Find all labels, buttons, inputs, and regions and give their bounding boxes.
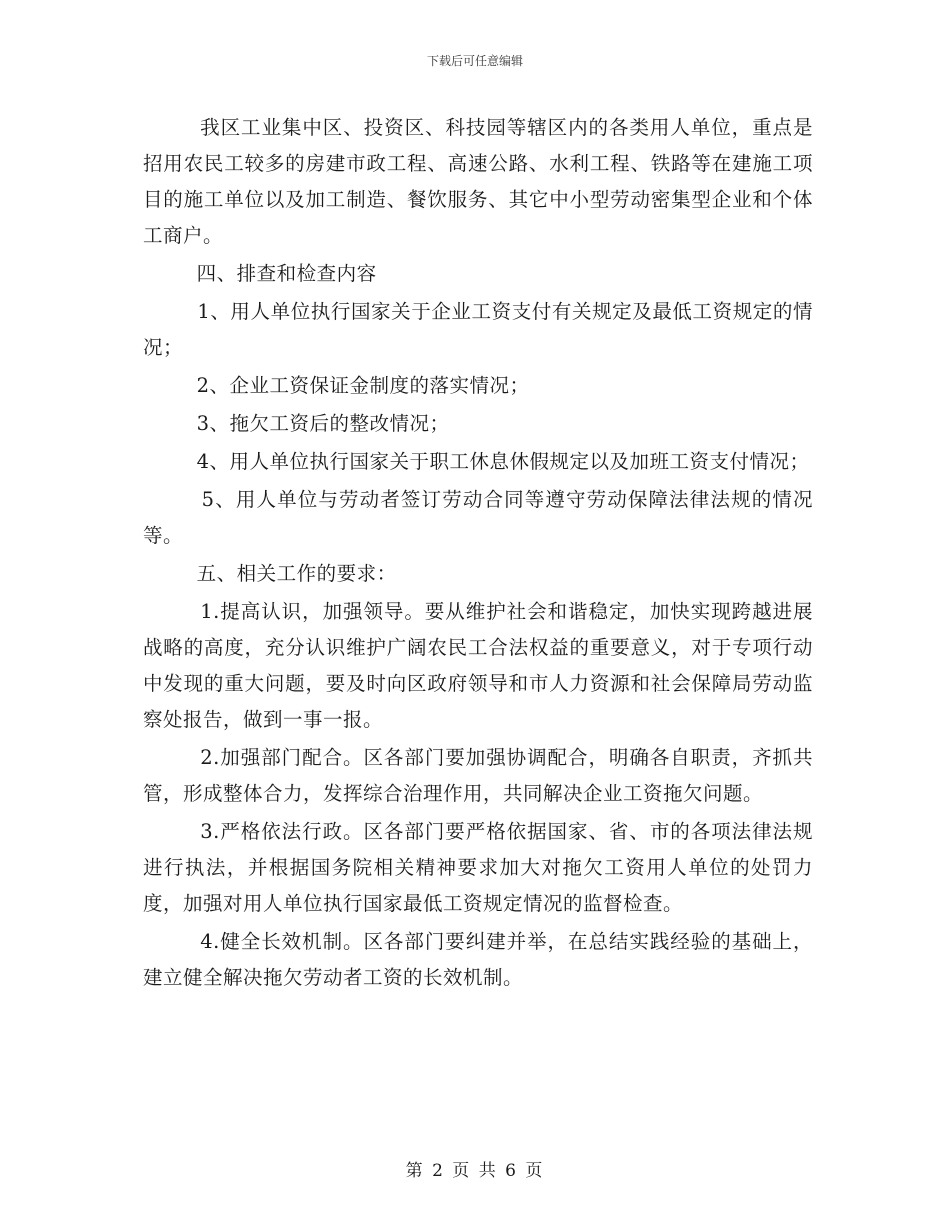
section-heading-inspection-content: 四、排查和检查内容 [143, 262, 377, 285]
list-item-4: 4、用人单位执行国家关于职工休息休假规定以及加班工资支付情况； [143, 450, 810, 473]
list-item-5: 5、用人单位与劳动者签订劳动合同等遵守劳动保障法律法规的情况等。 [143, 488, 813, 547]
page-header: 下载后可任意编辑 [426, 54, 523, 68]
requirement-3: 3.严格依法行政。区各部门要严格依据国家、省、市的各项法律法规进行执法，并根据国务院相关精神要求加大对拖欠工资用人单位的处罚力度，加强对用人单位执行国家最低工资规定情况的监督检查。 [143, 820, 814, 915]
section-heading-requirements: 五、相关工作的要求： [143, 562, 397, 585]
requirement-1: 1.提高认识，加强领导。要从维护社会和谐稳定，加快实现跨越进展战略的高度，充分认识维护广阔农民工合法权益的重要意义，对于专项行动中发现的重大问题，要及时向区政府领导和市人力资源和社会保障局劳动监察处报告，做到一事一报。 [143, 600, 814, 731]
list-item-1: 1、用人单位执行国家关于企业工资支付有关规定及最低工资规定的情况； [143, 300, 813, 359]
page-number-footer: 第 2 页 共 6 页 [405, 1161, 545, 1181]
requirement-4: 4.健全长效机制。区各部门要纠建并举，在总结实践经验的基础上，建立健全解决拖欠劳动者工资的长效机制。 [143, 930, 814, 989]
document-body [143, 110, 813, 998]
list-item-2: 2、企业工资保证金制度的落实情况； [143, 374, 530, 397]
paragraph-scope: 我区工业集中区、投资区、科技园等辖区内的各类用人单位，重点是招用农民工较多的房建市政工程、高速公路、水利工程、铁路等在建施工项目的施工单位以及加工制造、餐饮服务、其它中小型劳动密集型企业和个体工商户。 [143, 116, 813, 247]
requirement-2: 2.加强部门配合。区各部门要加强协调配合，明确各自职责，齐抓共管，形成整体合力，发挥综合治理作用，共同解决企业工资拖欠问题。 [143, 746, 814, 805]
list-item-3: 3、拖欠工资后的整改情况； [143, 412, 450, 435]
